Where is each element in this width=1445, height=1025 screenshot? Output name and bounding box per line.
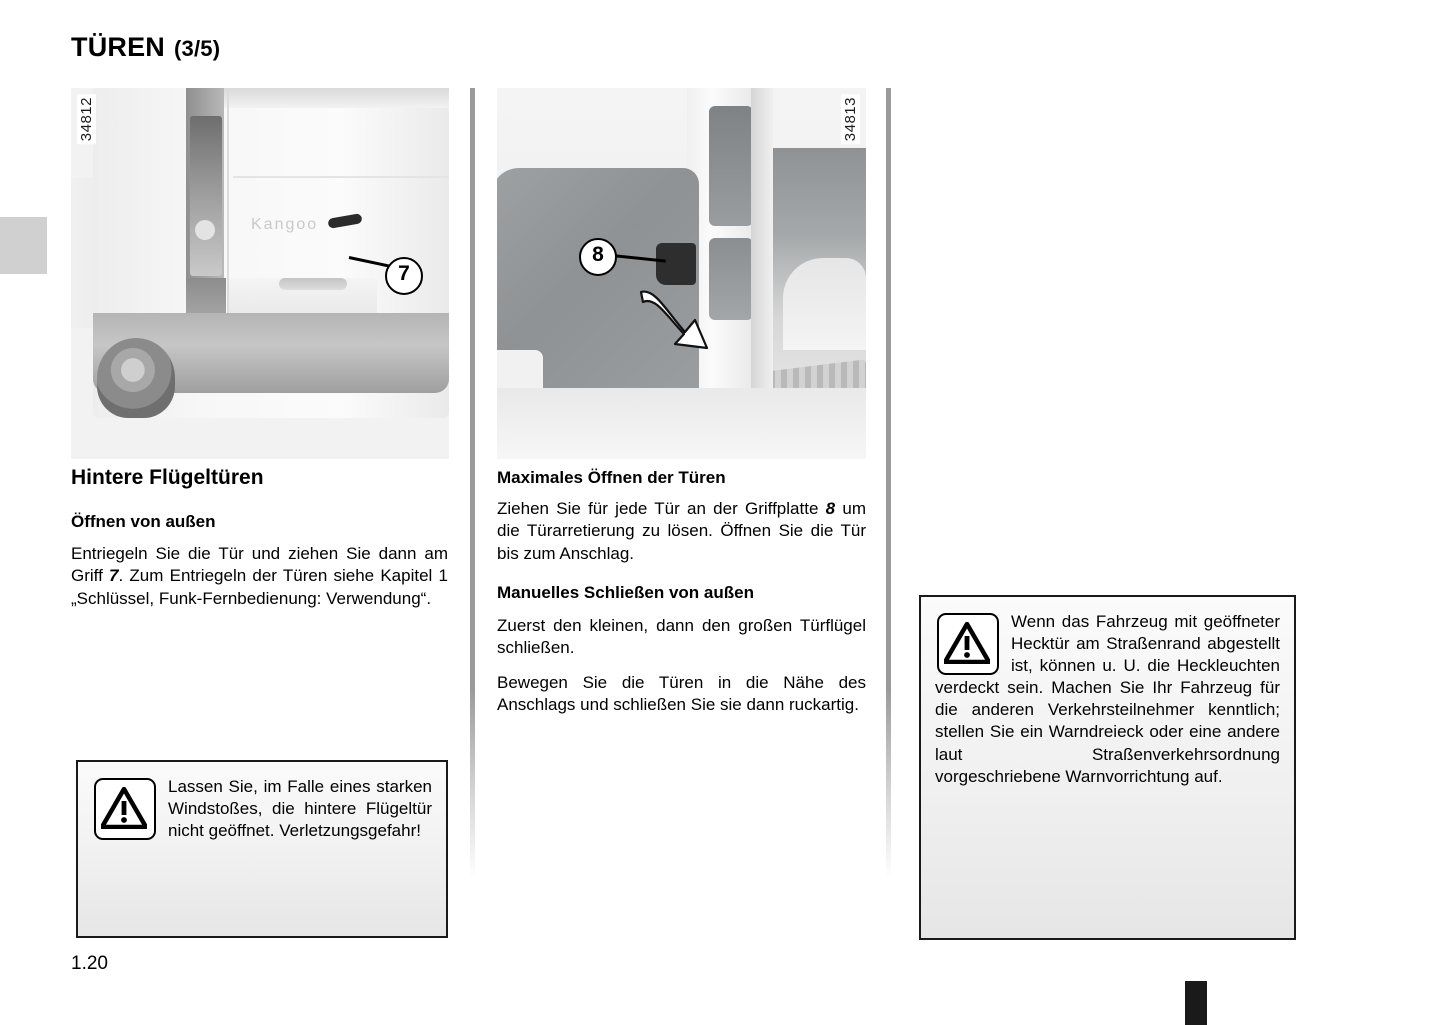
warning-triangle-icon — [94, 778, 156, 840]
b-pillar — [751, 88, 773, 428]
van-model-badge: Kangoo — [251, 216, 319, 233]
warning-box-rear-door — [76, 760, 448, 938]
door-open-direction-arrow-icon — [637, 278, 757, 358]
figure-door-interior — [497, 88, 866, 459]
van-roof — [213, 88, 449, 108]
page-title-main: TÜREN — [71, 32, 165, 62]
middle-paragraph-1-ref: 8 — [825, 499, 836, 518]
middle-paragraph-1-before: Ziehen Sie für jede Tür an der Griffplatte — [497, 499, 826, 518]
van-rear-wheel — [97, 338, 175, 418]
column-separator-1 — [470, 88, 475, 878]
middle-column-paragraph-1 — [497, 498, 866, 565]
figure-id-label: 34813 — [841, 94, 860, 144]
column-separator-2 — [886, 88, 891, 878]
figure-rear-of-van — [71, 88, 449, 459]
floor-foreground — [497, 388, 866, 459]
figure-id-label: 34812 — [77, 94, 96, 144]
left-paragraph-ref: 7 — [109, 566, 119, 586]
page-number: 1.20 — [71, 953, 108, 974]
middle-column-heading-1: Maximales Öffnen der Türen — [497, 468, 726, 487]
door-frame-recess-upper — [709, 106, 753, 226]
callout-bubble-7: 7 — [385, 257, 423, 295]
left-paragraph-before: Entriegeln Sie die Tür und ziehen Sie dann am Griff — [71, 544, 448, 586]
van-reflector-strip — [279, 278, 347, 290]
left-column-subheading: Öffnen von außen — [71, 512, 216, 531]
van-tail-lamp — [190, 116, 222, 276]
middle-paragraph-1-after: um die Türarretierung zu lösen. Öffnen Sie die Tür bis zum Anschlag. — [497, 499, 866, 563]
van-rear-body — [93, 88, 449, 418]
left-column-heading: Hintere Flügeltüren — [71, 466, 264, 489]
warning-triangle-icon — [937, 613, 999, 675]
middle-column-paragraph-2: Zuerst den kleinen, dann den großen Türflügel schließen. — [497, 616, 866, 658]
page-title — [71, 32, 220, 63]
warning-box-tail-lights — [919, 595, 1296, 940]
chapter-tab-marker — [0, 217, 47, 274]
warning-text: Wenn das Fahrzeug mit geöffneter Hecktür am Straßenrand abgestellt ist, können u. U. die Heckleuchten verdeckt sein. Machen Sie Ihr Fahrzeug für die anderen Verkehrsteilnehmer kenntlich; stellen Sie ein Warndreieck oder eine andere laut Straßenverkehrsordnung vorgeschriebene Warnvorrichtung auf. — [935, 612, 1280, 786]
page-title-sub: (3/5) — [174, 36, 221, 61]
middle-column-paragraph-3: Bewegen Sie die Türen in die Nähe des Anschlags und schließen Sie sie dann ruckartig. — [497, 673, 866, 715]
callout-bubble-8: 8 — [579, 238, 617, 276]
wheel-arch — [783, 258, 866, 350]
left-column-paragraph — [71, 543, 448, 610]
footer-chapter-marker — [1185, 981, 1207, 1025]
left-paragraph-after: . Zum Entriegeln der Türen siehe Kapitel 1 „Schlüssel, Funk-Fernbedienung: Verwendung“. — [71, 566, 448, 608]
rear-door-handle-7 — [327, 213, 362, 229]
van-hatch-seam — [233, 176, 449, 178]
middle-column-heading-2: Manuelles Schließen von außen — [497, 583, 754, 602]
warning-text: Lassen Sie, im Falle eines starken Windstoßes, die hintere Flügeltür nicht geöffnet. Verletzungsgefahr! — [168, 777, 432, 841]
